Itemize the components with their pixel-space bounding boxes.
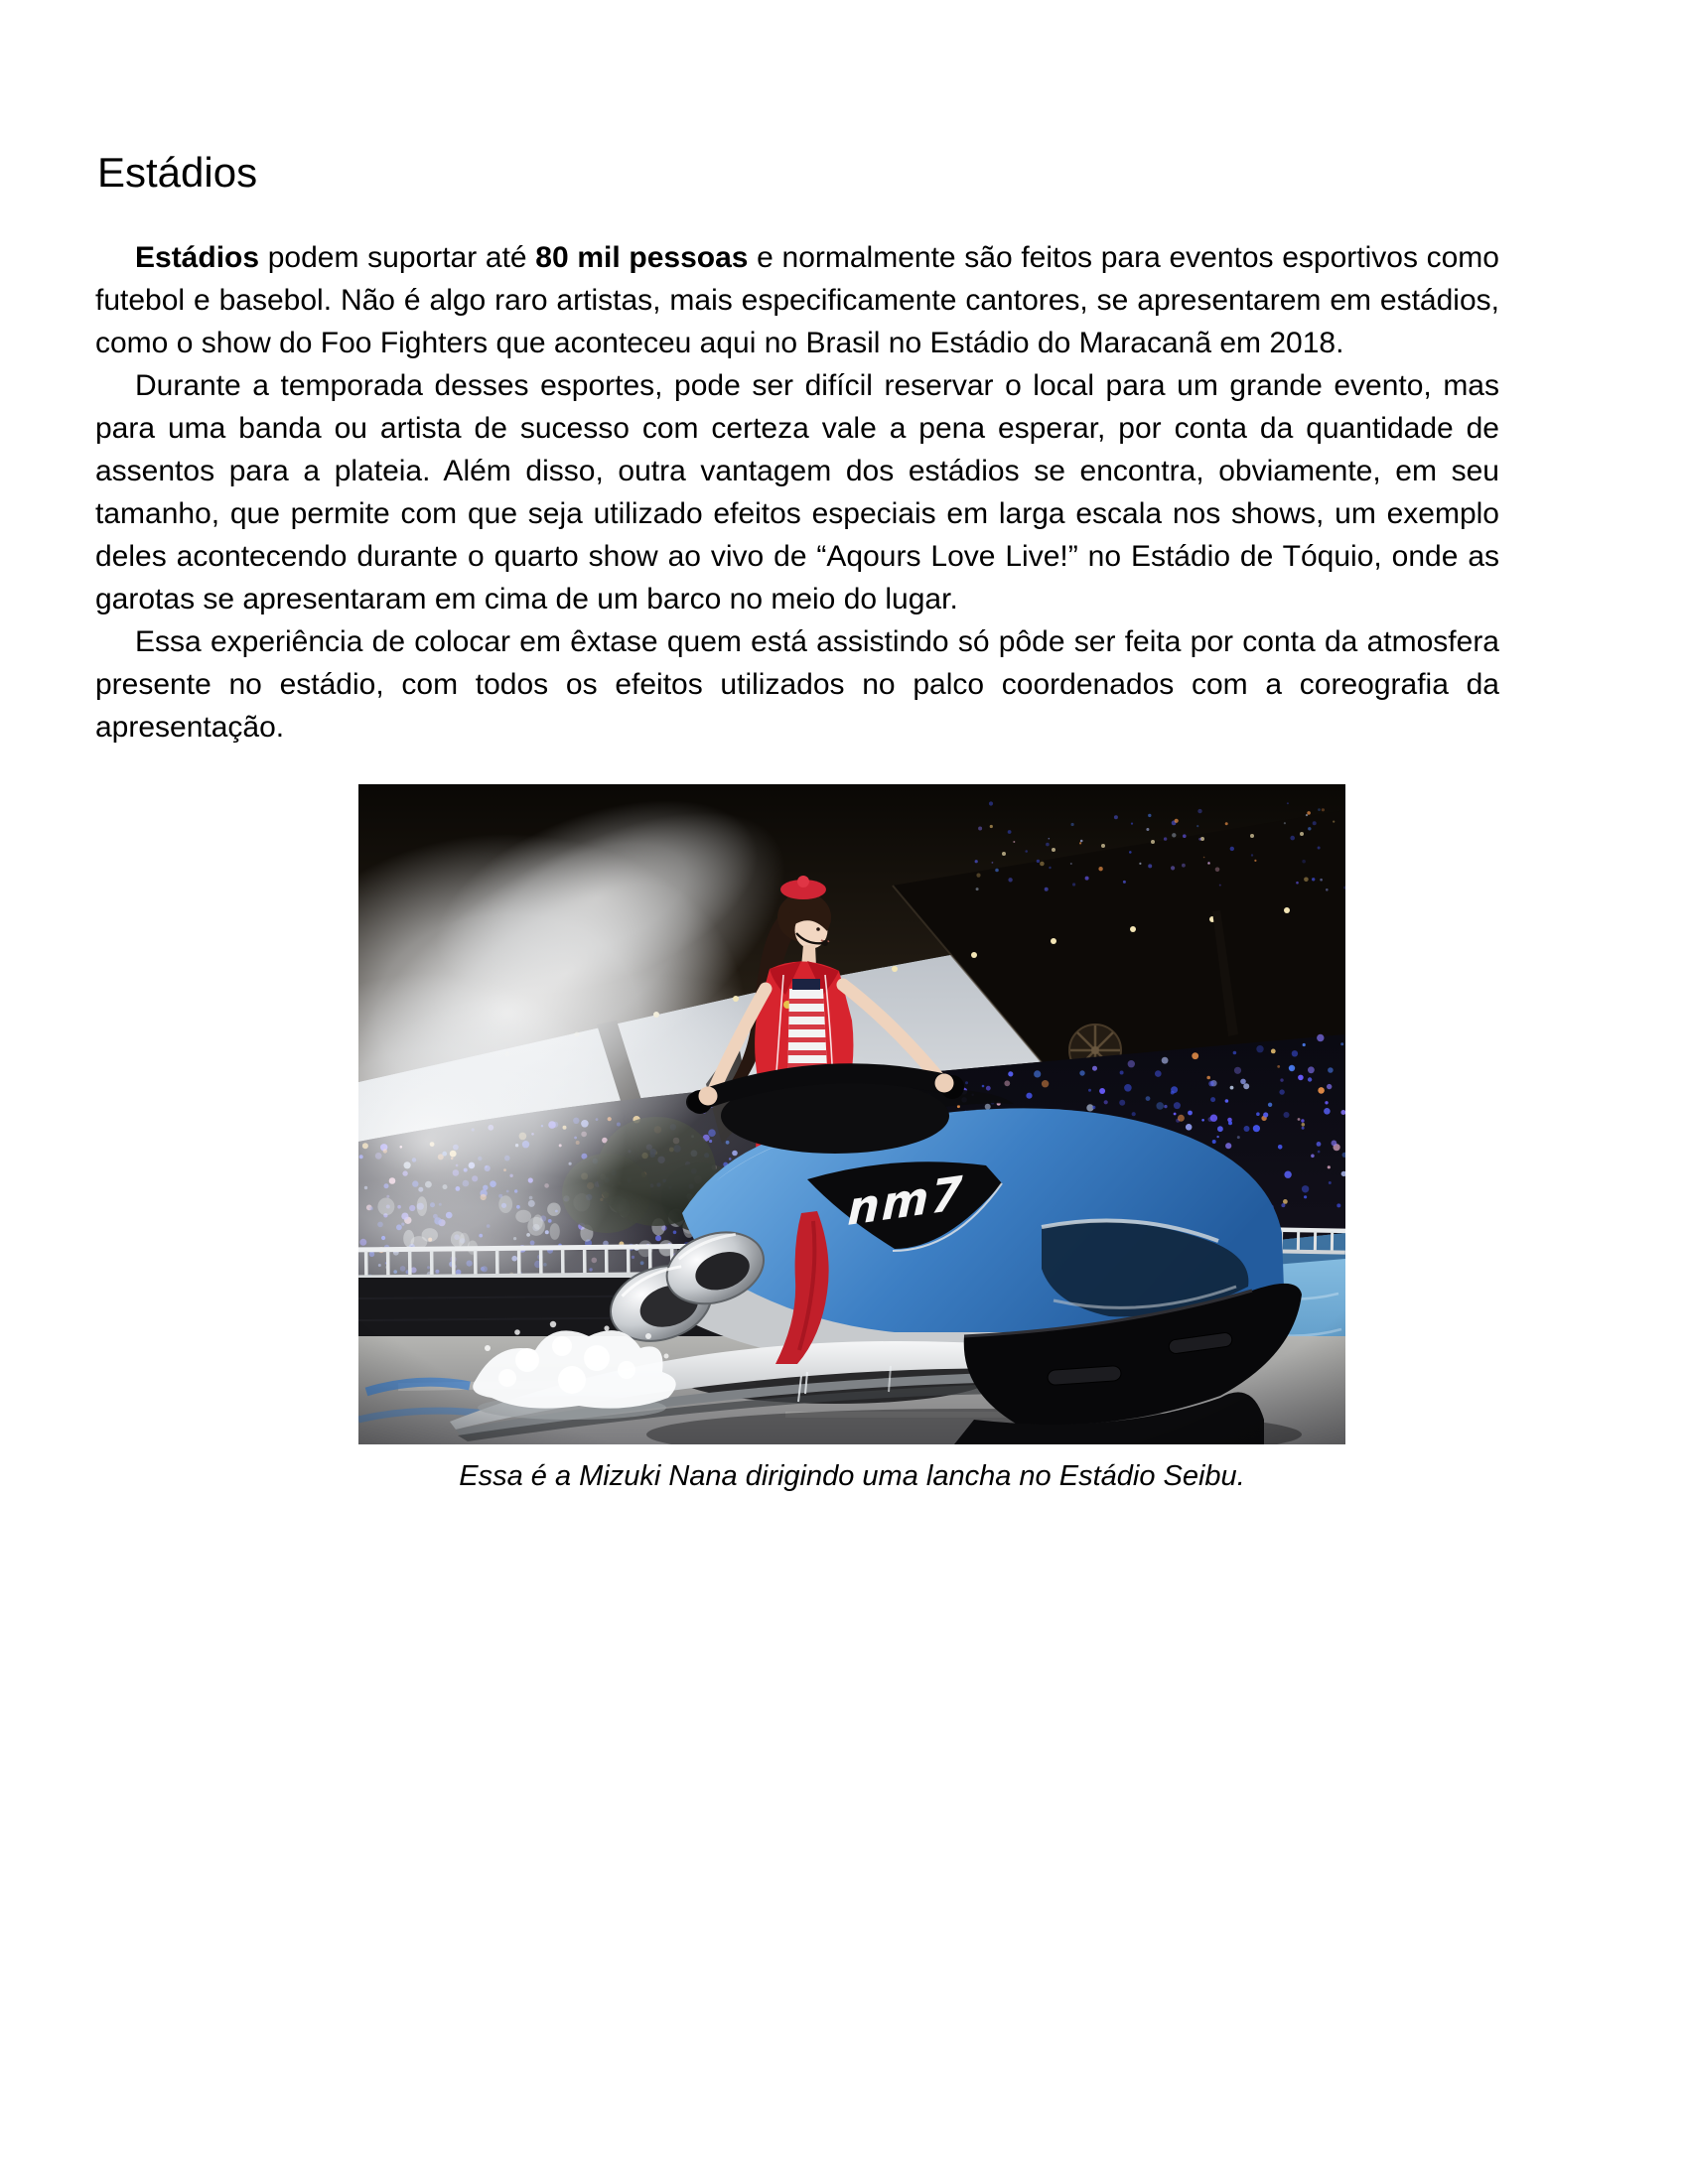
stadium-photo-svg [358,784,1345,1444]
p1-segment-1: podem suportar até [259,241,536,274]
paragraph-1 [95,236,1499,364]
stadium-photo-figure [358,784,1345,1494]
stadium-photo [358,784,1345,1444]
bold-lead: Estádios [135,241,260,274]
p1-segment-2: e normalmente são feitos para eventos esportivos como futebol e basebol. Não é algo raro artistas, mais especificamente cantores, se apresentarem em estádios, como o show do Foo Fighters que aconteceu aqui no Brasil no Estádio do Maracanã em 2018. [95,241,1499,359]
photo-caption: Essa é a Mizuki Nana dirigindo uma lancha no Estádio Seibu. [459,1460,1245,1492]
page-title: Estádios [97,149,258,196]
paragraph-2: Durante a temporada desses esportes, pode ser difícil reservar o local para um grande evento, mas para uma banda ou artista de sucesso com certeza vale a pena esperar, por conta da quantidade de assentos para a plateia. Além disso, outra vantagem dos estádios se encontra, obviamente, em seu tamanho, que permite com que seja utilizado efeitos especiais em larga escala nos shows, um exemplo deles acontecendo durante o quarto show ao vivo de “Aqours Love Live!” no Estádio de Tóquio, onde as garotas se apresentaram em cima de um barco no meio do lugar. [95,369,1499,615]
photo-vignette [358,784,1345,1444]
paragraph-3: Essa experiência de colocar em êxtase quem está assistindo só pôde ser feita por conta da atmosfera presente no estádio, com todos os efeitos utilizados no palco coordenados com a coreografia da apresentação. [95,625,1499,744]
bold-capacity: 80 mil pessoas [535,241,749,274]
